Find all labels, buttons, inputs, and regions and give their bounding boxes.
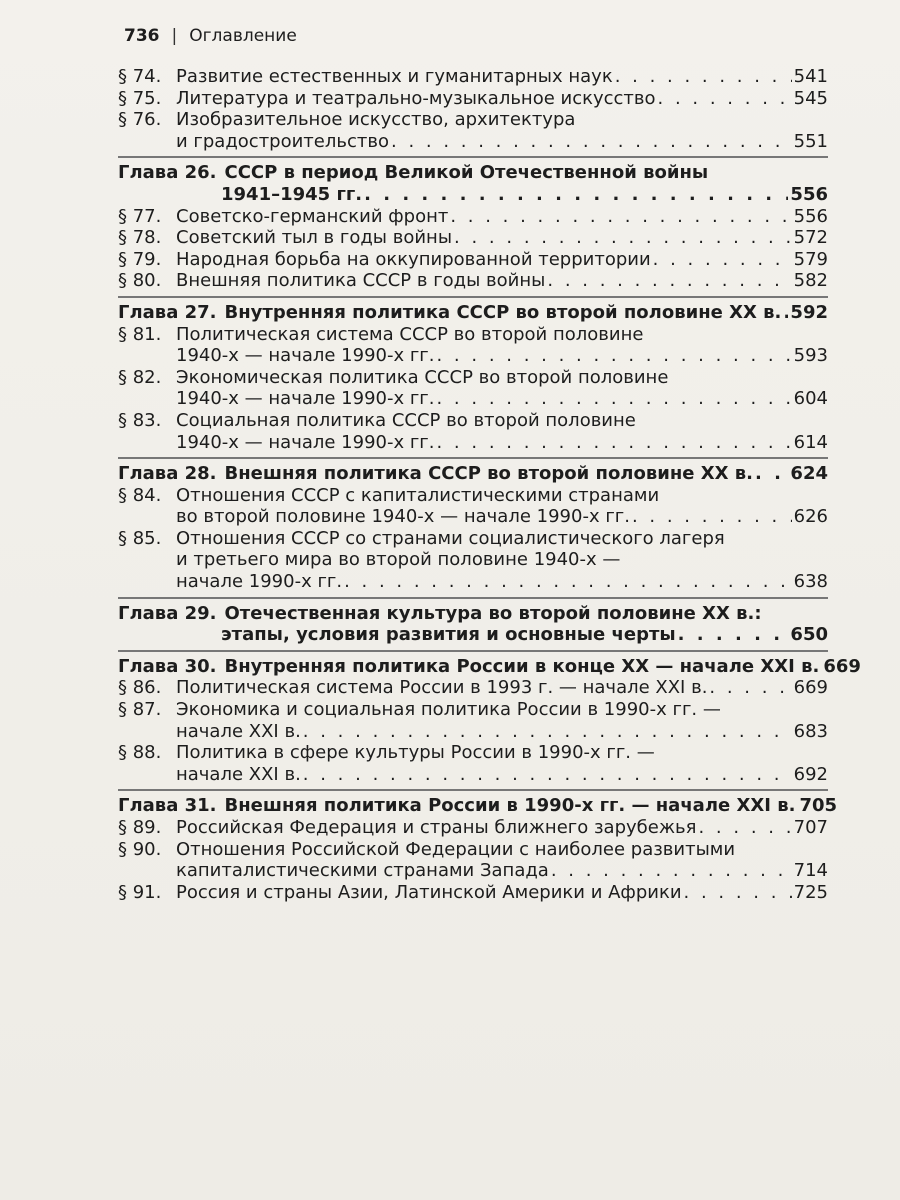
entry-title: и градостроительство <box>176 130 389 152</box>
toc-line <box>118 603 828 625</box>
leader-dots <box>547 270 791 292</box>
header-separator: | <box>171 26 178 46</box>
toc-line <box>118 485 828 507</box>
leader-dots <box>391 131 792 153</box>
leader-dots <box>684 882 792 904</box>
toc-line <box>118 839 828 861</box>
toc-section[interactable] <box>118 324 828 367</box>
section-number: § 91. <box>118 881 162 903</box>
entry-title: Литература и театрально-музыкальное искусство <box>176 87 656 109</box>
leader-dots <box>755 463 788 485</box>
toc-line <box>118 324 828 346</box>
toc-section[interactable] <box>118 817 828 839</box>
toc-line <box>118 549 828 571</box>
toc-section[interactable] <box>118 410 828 453</box>
table-of-contents <box>118 66 861 903</box>
entry-title: 1941–1945 гг. <box>221 183 363 205</box>
toc-section[interactable] <box>118 88 828 110</box>
toc-line <box>118 131 828 153</box>
toc-line <box>118 66 828 88</box>
section-number: § 81. <box>118 323 162 345</box>
entry-title: Отношения СССР со странами социалистического лагеря <box>176 527 725 549</box>
entry-title: Внешняя политика России в 1990-х гг. — начале XXI в. <box>224 795 796 817</box>
toc-section[interactable] <box>118 742 828 785</box>
entry-title: Отечественная культура во второй половине XX в.: <box>224 602 762 624</box>
toc-line <box>118 367 828 389</box>
leader-dots <box>364 184 788 206</box>
entry-title: Политика в сфере культуры России в 1990-х гг. — <box>176 742 655 764</box>
toc-section[interactable] <box>118 66 828 88</box>
chapter-number: Глава 29. <box>118 602 217 624</box>
section-number: § 77. <box>118 205 162 227</box>
entry-title: во второй половине 1940-х — начале 1990-х гг. <box>176 506 630 528</box>
entry-title: Политическая система России в 1993 г. — начале XXI в. <box>176 677 708 699</box>
toc-line <box>118 699 828 721</box>
page-ref: 624 <box>790 463 828 485</box>
toc-line <box>118 345 828 367</box>
toc-section[interactable] <box>118 528 828 593</box>
leader-dots <box>615 66 792 88</box>
toc-line <box>118 677 828 699</box>
toc-line <box>118 227 828 249</box>
section-number: § 86. <box>118 677 162 699</box>
entry-title: Развитие естественных и гуманитарных наук <box>176 66 613 87</box>
entry-title: этапы, условия развития и основные черты <box>221 624 676 646</box>
page-ref: 556 <box>790 183 828 205</box>
page-ref: 650 <box>790 624 828 646</box>
page-ref: 705 <box>799 795 838 817</box>
leader-dots <box>678 624 789 646</box>
page-ref: 582 <box>793 270 828 292</box>
chapter-number: Глава 27. <box>118 301 217 323</box>
page-ref: 714 <box>793 860 828 882</box>
entry-title: Внутренняя политика России в конце XX — начале XXI в. <box>224 655 820 677</box>
toc-section[interactable] <box>118 109 828 152</box>
entry-title: Советско-германский фронт <box>176 205 449 227</box>
section-number: § 87. <box>118 699 162 721</box>
toc-line <box>118 463 828 485</box>
toc-section[interactable] <box>118 882 828 904</box>
page-ref: 604 <box>793 388 828 410</box>
leader-dots <box>303 721 792 743</box>
page-ref: 545 <box>793 87 828 109</box>
toc-section[interactable] <box>118 699 828 742</box>
chapter-number: Глава 26. <box>118 162 217 184</box>
toc-section[interactable] <box>118 249 828 271</box>
page-ref: 556 <box>793 205 828 227</box>
toc-line <box>118 184 828 206</box>
entry-title: 1940-х — начале 1990-х гг. <box>176 345 435 367</box>
leader-dots <box>303 764 792 786</box>
toc-section[interactable] <box>118 206 828 228</box>
toc-section[interactable] <box>118 485 828 528</box>
toc-line <box>118 162 828 184</box>
toc-line <box>118 528 828 550</box>
toc-line <box>118 88 828 110</box>
page-number: 736 <box>124 26 160 46</box>
section-number: § 90. <box>118 838 162 860</box>
entry-title: Советский тыл в годы войны <box>176 227 453 249</box>
toc-chapter[interactable] <box>118 597 828 646</box>
toc-section[interactable] <box>118 270 828 292</box>
toc-line <box>118 764 828 786</box>
leader-dots <box>658 88 792 110</box>
toc-chapter[interactable] <box>118 789 838 817</box>
page-ref: 669 <box>823 655 861 677</box>
page-ref: 614 <box>793 431 828 453</box>
section-number: § 83. <box>118 409 162 431</box>
entry-title: Отношения Российской Федерации с наиболее развитыми <box>176 838 736 860</box>
page-ref: 692 <box>793 763 828 785</box>
leader-dots <box>454 227 792 249</box>
entry-title: Экономика и социальная политика России в 1990-х гг. — <box>176 699 721 721</box>
toc-section[interactable] <box>118 367 828 410</box>
section-number: § 85. <box>118 527 162 549</box>
toc-line <box>118 742 828 764</box>
page-ref: 551 <box>793 130 828 152</box>
toc-line <box>118 206 828 228</box>
toc-chapter[interactable] <box>118 296 828 324</box>
toc-line <box>118 817 828 839</box>
toc-section[interactable] <box>118 839 828 882</box>
entry-title: капиталистическими странами Запада <box>176 860 549 882</box>
leader-dots <box>344 571 792 593</box>
page-ref: 638 <box>793 571 828 593</box>
entry-title: Россия и страны Азии, Латинской Америки и Африки <box>176 881 682 903</box>
entry-title: 1940-х — начале 1990-х гг. <box>176 388 435 410</box>
entry-title: начале 1990-х гг. <box>176 571 343 593</box>
toc-line <box>118 860 828 882</box>
toc-line <box>118 795 838 817</box>
toc-line <box>118 109 828 131</box>
chapter-number: Глава 31. <box>118 795 217 817</box>
toc-chapter[interactable] <box>118 457 828 485</box>
chapter-number: Глава 30. <box>118 655 217 677</box>
leader-dots <box>653 249 792 271</box>
page-ref: 669 <box>793 677 828 699</box>
page-ref: 592 <box>790 301 828 323</box>
toc-line <box>118 624 828 646</box>
toc-line <box>118 410 828 432</box>
section-number: § 84. <box>118 484 162 506</box>
page-ref: 626 <box>793 506 828 528</box>
leader-dots <box>709 677 791 699</box>
toc-line <box>118 432 828 454</box>
section-number: § 89. <box>118 817 162 838</box>
entry-title: СССР в период Великой Отечественной войны <box>224 162 709 184</box>
leader-dots <box>436 388 791 410</box>
entry-title: Народная борьба на оккупированной территории <box>176 248 651 270</box>
page-ref: 683 <box>793 720 828 742</box>
page-ref: 541 <box>793 66 828 87</box>
entry-title: Отношения СССР с капиталистическими странами <box>176 484 660 506</box>
toc-line <box>118 655 861 678</box>
section-number: § 78. <box>118 227 162 249</box>
entry-title: 1940-х — начале 1990-х гг. <box>176 431 435 453</box>
leader-dots <box>632 506 792 528</box>
toc-line <box>118 249 828 271</box>
entry-title: Изобразительное искусство, архитектура <box>176 109 576 131</box>
section-number: § 82. <box>118 366 162 388</box>
page-ref: 707 <box>793 817 828 838</box>
section-number: § 79. <box>118 248 162 270</box>
toc-chapter[interactable] <box>118 156 828 205</box>
page-ref: 572 <box>793 227 828 249</box>
leader-dots <box>551 860 792 882</box>
section-title: Оглавление <box>189 26 297 46</box>
entry-title: Экономическая политика СССР во второй половине <box>176 366 669 388</box>
toc-chapter[interactable] <box>118 650 861 678</box>
toc-line <box>118 882 828 904</box>
entry-title: Российская Федерация и страны ближнего зарубежья <box>176 817 697 838</box>
section-number: § 80. <box>118 270 162 292</box>
entry-title: начале XXI в. <box>176 763 301 785</box>
entry-title: Внешняя политика СССР во второй половине XX в. <box>224 463 754 485</box>
toc-line <box>118 302 828 324</box>
page-ref: 593 <box>793 345 828 367</box>
leader-dots <box>783 302 788 324</box>
toc-line <box>118 388 828 410</box>
toc-line <box>118 270 828 292</box>
section-number: § 75. <box>118 87 162 109</box>
entry-title: начале XXI в. <box>176 720 301 742</box>
chapter-number: Глава 28. <box>118 463 217 485</box>
entry-title: и третьего мира во второй половине 1940-х — <box>176 549 621 571</box>
page-header <box>124 22 297 50</box>
toc-line <box>118 571 828 593</box>
section-number: § 74. <box>118 66 162 87</box>
entry-title: Внешняя политика СССР в годы войны <box>176 270 546 292</box>
leader-dots <box>436 345 791 367</box>
section-number: § 76. <box>118 109 162 131</box>
entry-title: Политическая система СССР во второй половине <box>176 323 644 345</box>
leader-dots <box>436 432 791 454</box>
toc-section[interactable] <box>118 227 828 249</box>
toc-section[interactable] <box>118 677 828 699</box>
toc-line <box>118 506 828 528</box>
entry-title: Внутренняя политика СССР во второй половине XX в. <box>224 301 782 323</box>
leader-dots <box>450 206 791 228</box>
page-ref: 725 <box>793 881 828 903</box>
entry-title: Социальная политика СССР во второй половине <box>176 409 636 431</box>
page-ref: 579 <box>793 248 828 270</box>
leader-dots <box>698 817 791 839</box>
section-number: § 88. <box>118 742 162 764</box>
toc-line <box>118 721 828 743</box>
